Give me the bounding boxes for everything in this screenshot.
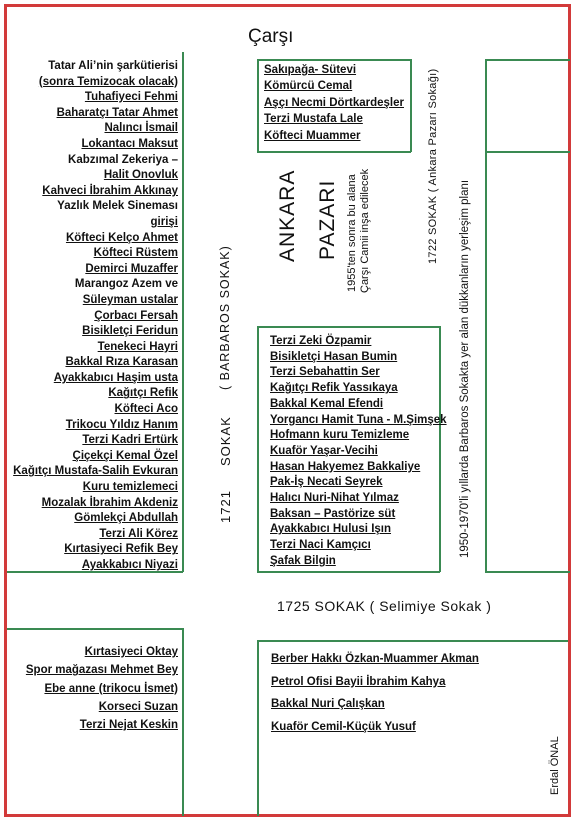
left_upper-item: Kırtasiyeci Refik Bey [64,543,178,556]
middle-box-bottom-border [257,571,440,573]
left_upper-item: Trikocu Yıldız Hanım [65,418,178,431]
street-1721-number: 1721 [218,490,233,523]
middle_box-item: Bisikletçi Hasan Bumin [270,350,398,363]
right-block-left-border-upper [485,59,487,152]
left-lower-right-border [182,628,184,816]
top-box-right-border [410,59,412,152]
left_upper-item: Halit Onovluk [103,169,178,182]
top-box-top-border [257,59,411,61]
bottom_right-item: Kuaför Cemil-Küçük Yusuf [271,720,416,733]
left_upper-item: Süleyman ustalar [82,293,178,306]
middle_box-item: Baksan – Pastörize süt [270,507,396,520]
mosque-note-line2: Çarşı Camii inşa edilecek [359,168,371,293]
top-box-left-border [257,59,259,152]
middle_box-item: Halıcı Nuri-Nihat Yılmaz [270,492,399,505]
left_upper-item: Köfteci Rüstem [93,247,178,260]
middle_box-item: Pak-İş Necati Seyrek [270,476,383,489]
left_upper-item: Bisikletçi Feridun [82,325,178,338]
left_lower-item: Korseci Suzan [98,700,178,713]
left_upper-item: Kahveci İbrahim Akkınay [42,184,178,197]
left_upper-item: Mozalak İbrahim Akdeniz [41,496,178,509]
middle_box-item: Terzi Naci Kamçıcı [270,539,371,552]
mosque-note-line1: 1955'ten sonra bu alana [346,174,358,292]
street-1722-label: 1722 SOKAK ( Ankara Pazarı Sokağı) [427,68,439,264]
middle_box-item: Yorgancı Hamit Tuna - M.Şimşek [270,413,447,426]
middle-box-top-border [257,326,440,328]
left_lower-item: Terzi Nejat Keskin [79,719,178,732]
left-upper-right-border [182,52,184,572]
left_upper-item: Marangoz Azem ve [74,278,178,291]
top_box-item: Sakıpağa- Sütevi [264,64,357,76]
left_upper-item: Tenekeci Hayri [97,340,178,353]
left_lower-item: Ebe anne (trikocu İsmet) [44,682,178,695]
street-1721-name: ( BARBAROS SOKAK) [218,245,232,390]
left_upper-item: girişi [150,215,178,228]
left_upper-item: (sonra Temizocak olacak) [38,75,178,88]
bottom_right-item: Berber Hakkı Özkan-Muammer Akman [271,653,479,665]
ankara-label: ANKARA [276,169,299,262]
left_upper-item: Kağıtçı Mustafa-Salih Evkuran [13,465,178,478]
left_upper-item: Terzi Ali Körez [99,527,178,540]
bottom_right-item: Bakkal Nuri Çalışkan [271,698,385,711]
left-lower-shop-list [26,643,178,734]
left_lower-item: Kırtasiyeci Oktay [84,646,178,658]
left_upper-item: Bakkal Rıza Karasan [65,356,178,369]
middle-box-shop-list [270,334,447,570]
left_upper-item: Tuhafiyeci Fehmi [84,91,178,104]
plan-caption: 1950-1970'li yıllarda Barbaros Sokakta yer alan dükkanların yerleşim planı [459,179,471,558]
left_upper-item: Ayakkabıcı Haşim usta [53,371,178,384]
left_upper-item: Demirci Muzaffer [85,262,178,275]
left_upper-item: Yazlık Melek Sineması [57,200,178,213]
left_upper-item: Nalıncı İsmail [104,122,178,135]
middle_box-item: Şafak Bilgin [270,554,336,567]
middle_box-item: Hofmann kuru Temizleme [270,429,410,442]
right-block-bottom-border [485,571,570,573]
left_upper-item: Çiçekçi Kemal Özel [72,449,178,462]
left_upper-item: Kabzımal Zekeriya – [68,153,178,166]
left_upper-item: Lokantacı Maksut [81,137,178,150]
left_upper-item: Köfteci Aco [114,403,178,416]
left_upper-item: Çorbacı Fersah [94,309,178,322]
bottom-right-shop-list [271,648,479,738]
middle_box-item: Kağıtçı Refik Yassıkaya [270,382,398,395]
bottom-right-left-border [257,640,259,816]
middle-box-left-border [257,326,259,572]
top-box-bottom-border [257,151,411,153]
left_upper-item: Ayakkabıcı Niyazi [81,559,178,571]
middle_box-item: Terzi Zeki Özpamir [270,335,372,347]
top_box-item: Terzi Mustafa Lale [264,113,363,126]
bottom_right-item: Petrol Ofisi Bayii İbrahim Kahya [271,675,446,688]
middle_box-item: Terzi Sebahattin Ser [270,366,380,379]
left_upper-item: Tatar Ali’nin şarkütierisi [48,60,178,72]
left-lower-top-border [7,628,183,630]
left_upper-item: Kağıtçı Refik [108,387,178,400]
author-signature: Erdal ÖNAL [549,736,561,795]
left_upper-item: Köfteci Kelço Ahmet [65,231,178,244]
right-block-mid-border [485,151,570,153]
top_box-item: Köfteci Muammer [264,129,361,142]
middle_box-item: Bakkal Kemal Efendi [270,397,384,410]
map-title: Çarşı [248,26,294,47]
right-block-top-border [485,59,570,61]
pazari-label: PAZARI [316,179,339,260]
right-block-left-border-lower [485,151,487,572]
street-1725-label: 1725 SOKAK ( Selimiye Sokak ) [277,598,492,614]
middle_box-item: Ayakkabıcı Hulusi Işın [270,523,392,536]
left_upper-item: Kuru temizlemeci [82,481,178,494]
middle_box-item: Hasan Hakyemez Bakkaliye [270,460,421,473]
middle_box-item: Kuaför Yaşar-Vecihi [270,444,378,457]
bottom-right-top-border [257,640,568,642]
top_box-item: Aşçı Necmi Dörtkardeşler [264,96,404,109]
left_upper-item: Baharatçı Tatar Ahmet [56,106,178,119]
top-box-shop-list [264,62,404,144]
left_lower-item: Spor mağazası Mehmet Bey [25,664,178,677]
top_box-item: Kömürcü Cemal [264,80,353,93]
left-upper-shop-list [13,59,178,574]
street-1721-word: SOKAK [218,416,233,466]
left_upper-item: Terzi Kadri Ertürk [82,434,178,447]
left_upper-item: Gömlekçi Abdullah [74,512,178,525]
